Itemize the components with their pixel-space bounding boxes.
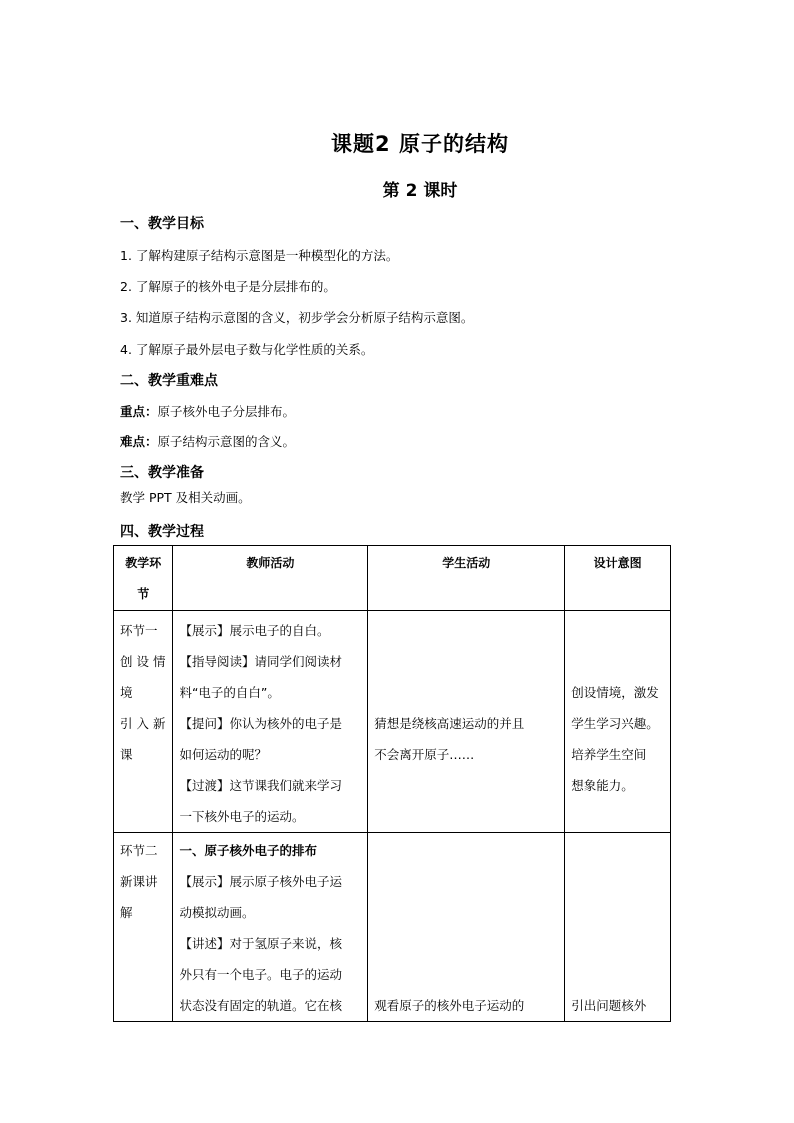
cell-line [571,897,664,928]
cell-line: 观看原子的核外电子运动的 [374,998,525,1013]
goal-item: 3. 知道原子结构示意图的含义，初步学会分析原子结构示意图。 [120,310,474,325]
intent-cell [565,833,671,1022]
header-teacher [173,546,368,611]
table-header-row [114,546,671,611]
cell-line [120,990,166,1021]
student-cell [368,833,565,1022]
header-line: 教学环 [125,556,162,570]
cell-line: 课 [120,747,133,762]
cell-line: 引出问题核外 [571,998,647,1013]
cell-line [571,928,664,959]
lesson-title: 课题2 原子的结构 [331,132,509,156]
header-line: 学生活动 [442,556,491,570]
cell-line: 创设情境，激发 [571,685,659,700]
cell-line: 外只有一个电子。电子的运动 [179,967,342,982]
prep-text: 教学 PPT 及相关动画。 [120,490,251,505]
intent-cell [565,611,671,833]
goal-item: 4. 了解原子最外层电子数与化学性质的关系。 [120,342,374,357]
cell-line [571,615,664,646]
teaching-process-table [113,545,671,1022]
cell-line: 【过渡】这节课我们就来学习 [179,778,342,793]
cell-line [374,959,558,990]
cell-line: 【指导阅读】请同学们阅读材 [179,654,342,669]
cell-line [120,959,166,990]
header-line: 设计意图 [593,556,642,570]
cell-line: 动模拟动画。 [179,905,255,920]
cell-line: 如何运动的呢？ [179,747,267,762]
cell-line: 学生学习兴趣。 [571,716,659,731]
student-cell [368,611,565,833]
cell-line [571,835,664,866]
cell-line [374,928,558,959]
cell-line [120,928,166,959]
cell-line: 新课讲 [120,874,158,889]
cell-line: 解 [120,905,133,920]
cell-line: 【展示】展示原子核外电子运 [179,874,342,889]
key-point-label: 重点： [120,404,158,419]
cell-line: 【提问】你认为核外的电子是 [179,716,342,731]
cell-line [374,835,558,866]
cell-line [571,959,664,990]
cell-line: 猜想是绕核高速运动的并且 [374,716,525,731]
process-heading: 四、教学过程 [120,524,204,540]
cell-line: 想象能力。 [571,778,634,793]
cell-line: 一下核外电子的运动。 [179,809,305,824]
cell-line [571,646,664,677]
goal-item: 2. 了解原子的核外电子是分层排布的。 [120,279,336,294]
cell-line [374,897,558,928]
cell-line: 环节二 [120,843,158,858]
header-stage [114,546,173,611]
cell-line: 环节一 [120,623,158,638]
table-row [114,611,671,833]
cell-line: 不会离开原子…… [374,747,475,762]
key-point-text: 原子核外电子分层排布。 [157,404,296,419]
lesson-subtitle: 第 2 课时 [382,181,458,201]
header-student [368,546,565,611]
cell-line: 引 入 新 [120,716,166,731]
header-line: 节 [137,587,150,601]
goals-heading: 一、教学目标 [120,216,204,232]
cell-line [374,646,558,677]
prep-heading: 三、教学准备 [120,465,204,481]
goal-item: 1. 了解构建原子结构示意图是一种模型化的方法。 [120,248,399,263]
header-intent [565,546,671,611]
cell-line: 一、原子核外电子的排布 [179,843,317,858]
cell-line [374,615,558,646]
cell-line [374,866,558,897]
key-points-heading: 二、教学重难点 [120,373,218,389]
teacher-cell [173,611,368,833]
cell-line: 境 [120,685,133,700]
difficult-point-label: 难点： [120,434,158,449]
cell-line [571,801,664,832]
table-row [114,833,671,1022]
stage-cell [114,611,173,833]
cell-line [374,801,558,832]
teacher-cell [173,833,368,1022]
header-line: 教师活动 [246,556,295,570]
cell-line [374,677,558,708]
cell-line: 创 设 情 [120,654,166,669]
cell-line: 【讲述】对于氢原子来说，核 [179,936,342,951]
key-point [120,402,295,420]
cell-line: 【展示】展示电子的自白。 [179,623,330,638]
difficult-point-text: 原子结构示意图的含义。 [157,434,296,449]
difficult-point [120,432,295,450]
cell-line [374,770,558,801]
cell-line [571,866,664,897]
stage-cell [114,833,173,1022]
cell-line: 培养学生空间 [571,747,647,762]
cell-line: 料“电子的自白”。 [179,685,280,700]
cell-line: 状态没有固定的轨道。它在核 [179,998,342,1013]
